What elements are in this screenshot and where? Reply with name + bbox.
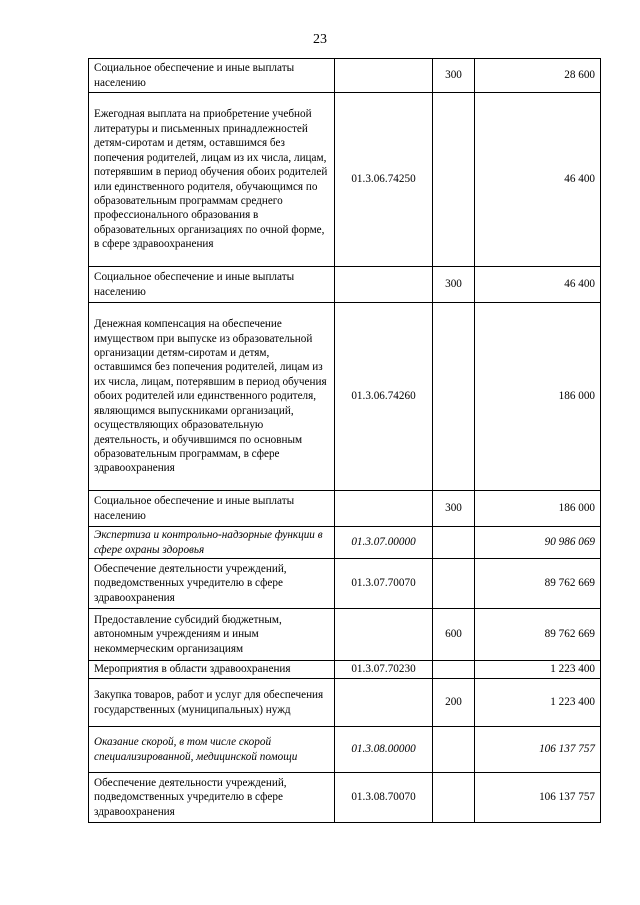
row-amount-cell: 1 223 400 (475, 679, 601, 727)
row-name-cell: Обеспечение деятельности учреждений, подведомственных учредителю в сфере здравоохранения (89, 559, 335, 609)
row-name-cell: Закупка товаров, работ и услуг для обеспечения государственных (муниципальных) нужд (89, 679, 335, 727)
table-row (89, 727, 601, 773)
row-code-cell (335, 491, 433, 527)
row-code-cell: 01.3.06.74250 (335, 93, 433, 267)
row-amount-cell: 1 223 400 (475, 661, 601, 679)
row-amount-cell: 28 600 (475, 59, 601, 93)
row-expense-type-cell: 300 (433, 491, 475, 527)
row-expense-type-cell: 200 (433, 679, 475, 727)
row-code-cell: 01.3.08.70070 (335, 773, 433, 823)
budget-table-body (89, 59, 601, 823)
row-name-cell: Денежная компенсация на обеспечение имуществом при выпуске из образовательной организации детям-сиротам и детям, оставшимся без попечения родителей, лицам из их числа, лицам, потерявшим в период обучения обоих родителей или единственного родителя, являющимся выпускниками организаций, осуществляющих образовательную деятельность, и обучившимся по основным образовательным программам, в сфере здравоохранения (89, 303, 335, 491)
table-row (89, 661, 601, 679)
table-row (89, 93, 601, 267)
row-expense-type-cell (433, 559, 475, 609)
page-number: 23 (313, 32, 327, 47)
row-code-cell: 01.3.07.00000 (335, 527, 433, 559)
row-name-cell: Социальное обеспечение и иные выплаты населению (89, 59, 335, 93)
row-expense-type-cell (433, 773, 475, 823)
row-amount-cell: 90 986 069 (475, 527, 601, 559)
row-expense-type-cell (433, 303, 475, 491)
table-row (89, 59, 601, 93)
row-code-cell: 01.3.08.00000 (335, 727, 433, 773)
table-row (89, 773, 601, 823)
row-code-cell (335, 679, 433, 727)
row-amount-cell: 89 762 669 (475, 559, 601, 609)
table-row (89, 527, 601, 559)
row-expense-type-cell (433, 93, 475, 267)
row-amount-cell: 186 000 (475, 303, 601, 491)
row-amount-cell: 89 762 669 (475, 609, 601, 661)
row-expense-type-cell: 600 (433, 609, 475, 661)
row-name-cell: Социальное обеспечение и иные выплаты населению (89, 491, 335, 527)
row-name-cell: Обеспечение деятельности учреждений, подведомственных учредителю в сфере здравоохранения (89, 773, 335, 823)
table-row (89, 609, 601, 661)
row-code-cell (335, 267, 433, 303)
row-amount-cell: 46 400 (475, 267, 601, 303)
row-code-cell (335, 609, 433, 661)
row-amount-cell: 186 000 (475, 491, 601, 527)
row-expense-type-cell: 300 (433, 267, 475, 303)
table-row (89, 303, 601, 491)
row-code-cell: 01.3.07.70070 (335, 559, 433, 609)
table-row (89, 679, 601, 727)
row-name-cell: Мероприятия в области здравоохранения (89, 661, 335, 679)
row-name-cell: Социальное обеспечение и иные выплаты населению (89, 267, 335, 303)
row-expense-type-cell (433, 661, 475, 679)
row-expense-type-cell: 300 (433, 59, 475, 93)
budget-table (88, 58, 601, 823)
row-name-cell: Предоставление субсидий бюджетным, автономным учреждениям и иным некоммерческим организациям (89, 609, 335, 661)
row-expense-type-cell (433, 527, 475, 559)
row-code-cell (335, 59, 433, 93)
row-name-cell: Ежегодная выплата на приобретение учебной литературы и письменных принадлежностей детям-сиротам и детям, оставшимся без попечения родителей, лицам из их числа, лицам, потерявшим в период обучения обоих родителей или единственного родителя, обучающимся по образовательным программам среднего профессионального образования в образовательных организациях по очной форме, в сфере здравоохранения (89, 93, 335, 267)
row-expense-type-cell (433, 727, 475, 773)
row-code-cell: 01.3.06.74260 (335, 303, 433, 491)
table-row (89, 559, 601, 609)
row-name-cell: Оказание скорой, в том числе скорой специализированной, медицинской помощи (89, 727, 335, 773)
table-row (89, 491, 601, 527)
row-name-cell: Экспертиза и контрольно-надзорные функции в сфере охраны здоровья (89, 527, 335, 559)
row-amount-cell: 106 137 757 (475, 727, 601, 773)
table-row (89, 267, 601, 303)
row-code-cell: 01.3.07.70230 (335, 661, 433, 679)
row-amount-cell: 106 137 757 (475, 773, 601, 823)
row-amount-cell: 46 400 (475, 93, 601, 267)
